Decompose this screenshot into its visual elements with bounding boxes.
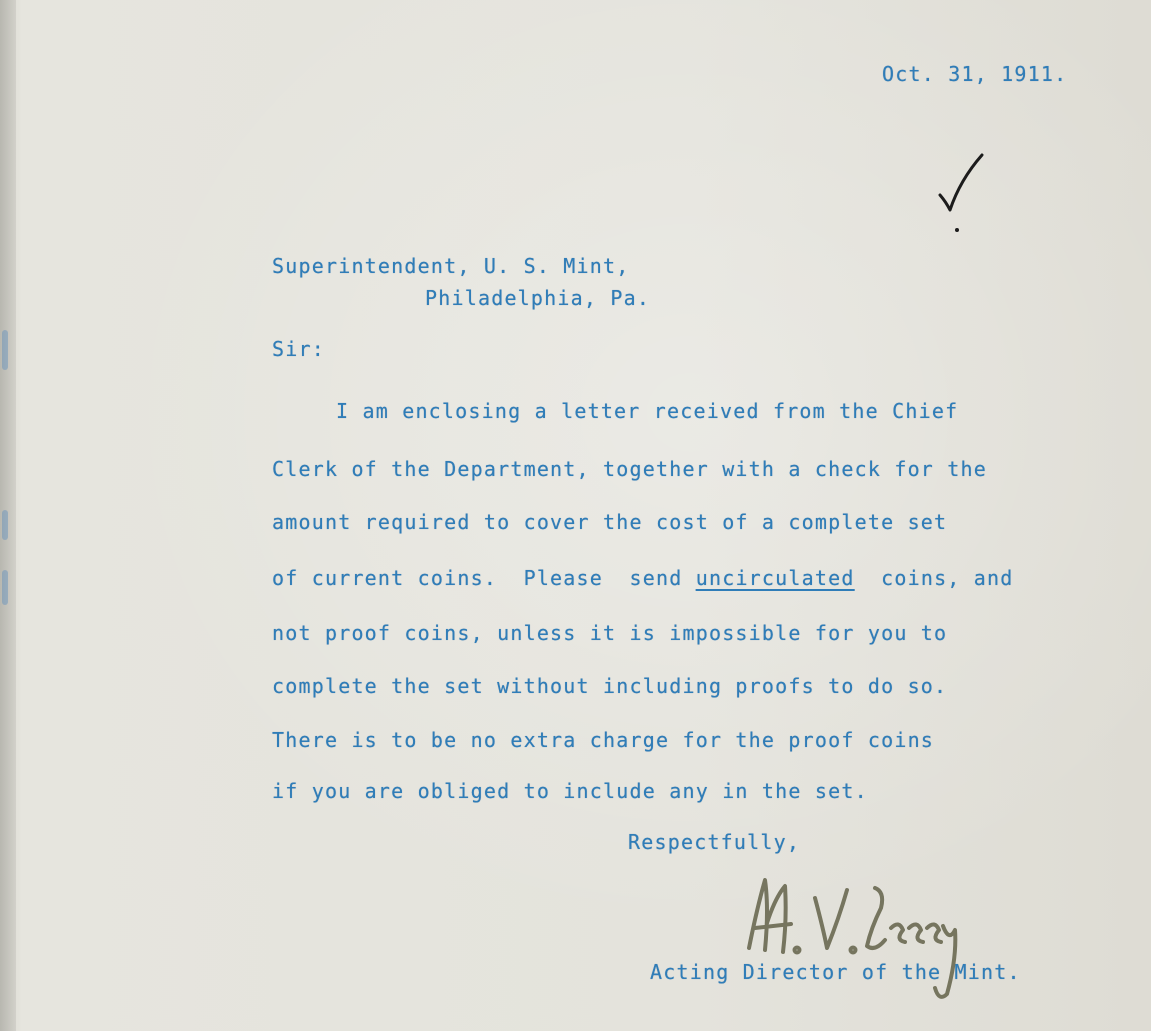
body-line-2: Clerk of the Department, together with a check for the: [272, 457, 988, 481]
binding-ink-mark: [2, 570, 8, 605]
binding-ink-mark: [2, 510, 8, 540]
signer-title: Acting Director of the Mint.: [650, 960, 1021, 984]
body-line-4-start: of current coins. Please send: [272, 566, 696, 590]
binding-ink-mark: [2, 330, 8, 370]
body-line-4: [272, 566, 1014, 590]
body-line-3: amount required to cover the cost of a complete set: [272, 510, 948, 534]
closing: Respectfully,: [628, 830, 801, 854]
recipient-line-2: Philadelphia, Pa.: [425, 286, 651, 310]
handwritten-signature: [735, 868, 975, 1008]
recipient-line-1: Superintendent, U. S. Mint,: [272, 254, 630, 278]
body-line-4-end: coins, and: [854, 566, 1014, 590]
check-mark-icon: [930, 150, 990, 240]
body-line-1: I am enclosing a letter received from the Chief: [336, 399, 959, 423]
salutation: Sir:: [272, 337, 325, 361]
body-line-7: There is to be no extra charge for the proof coins: [272, 728, 935, 752]
underlined-word: uncirculated: [695, 566, 855, 590]
body-line-8: if you are obliged to include any in the set.: [272, 779, 868, 803]
letter-date: Oct. 31, 1911.: [882, 62, 1068, 86]
body-line-5: not proof coins, unless it is impossible for you to: [272, 621, 948, 645]
body-line-6: complete the set without including proofs to do so.: [272, 674, 948, 698]
binding-edge: [0, 0, 16, 1031]
